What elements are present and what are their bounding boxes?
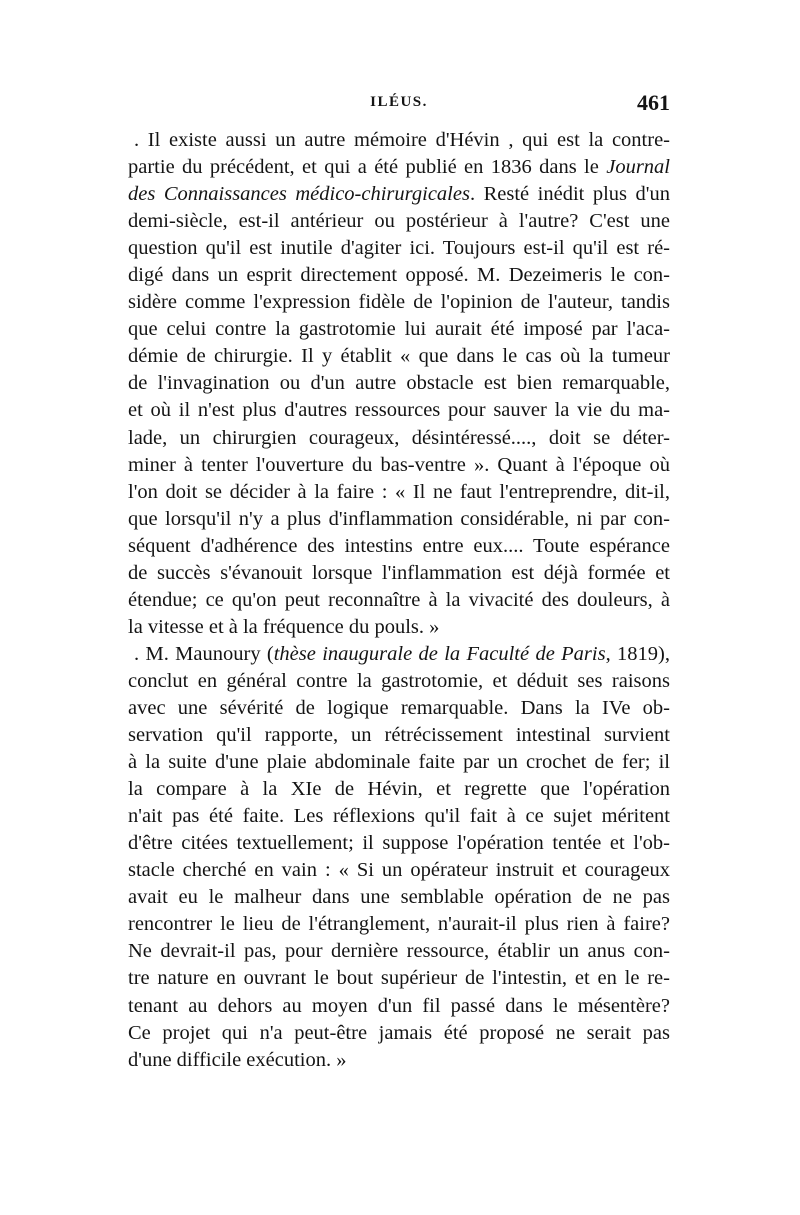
text-line xyxy=(128,938,670,965)
text-segment: l'on doit se décider à la faire : « Il ne faut l'entreprendre, dit-il, xyxy=(128,480,670,503)
text-line xyxy=(128,370,670,397)
text-segment: la vitesse et à la fréquence du pouls. » xyxy=(128,615,440,638)
text-segment: d'être citées textuellement; il suppose l'opération tentée et l'ob- xyxy=(128,832,670,855)
text-line xyxy=(128,884,670,911)
text-segment: d'une difficile exécution. » xyxy=(128,1048,347,1071)
text-segment: demi-siècle, est-il antérieur ou postérieur à l'autre? C'est une xyxy=(128,210,670,233)
text-segment: . Il existe aussi un autre mémoire d'Hévin , qui est la contre- xyxy=(134,129,670,151)
text-line xyxy=(128,993,670,1020)
text-segment: digé dans un esprit directement opposé. M. Dezeimeris le con- xyxy=(128,264,670,287)
text-line xyxy=(128,695,670,722)
body-text xyxy=(128,127,670,1074)
text-segment: question qu'il est inutile d'agiter ici. Toujours est-il qu'il est ré- xyxy=(128,237,670,260)
text-segment: étendue; ce qu'on peut reconnaître à la vivacité des douleurs, à xyxy=(128,588,670,611)
text-segment: Ce projet qui n'a peut-être jamais été proposé ne serait pas xyxy=(128,1021,670,1044)
text-line xyxy=(128,965,670,992)
text-line xyxy=(128,776,670,803)
text-line xyxy=(128,289,670,316)
italic-text: Journal xyxy=(606,156,670,179)
text-line xyxy=(128,803,670,830)
running-title: ILÉUS. xyxy=(370,94,428,110)
text-line xyxy=(128,235,670,262)
text-segment: démie de chirurgie. Il y établit « que dans le cas où la tumeur xyxy=(128,345,670,368)
text-segment: à la suite d'une plaie abdominale faite par un crochet de fer; il xyxy=(128,751,670,774)
text-line xyxy=(128,533,670,560)
text-segment: tenant au dehors au moyen d'un fil passé dans le mésentère? xyxy=(128,994,670,1017)
text-segment: tre nature en ouvrant le bout supérieur de l'intestin, et en le re- xyxy=(128,967,670,990)
text-line xyxy=(128,479,670,506)
text-segment: que celui contre la gastrotomie lui aurait été imposé par l'aca- xyxy=(128,318,670,341)
text-line xyxy=(128,316,670,343)
text-segment: . Resté inédit plus d'un xyxy=(469,183,670,206)
text-segment: séquent d'adhérence des intestins entre eux.... Toute espérance xyxy=(128,534,670,557)
text-line xyxy=(128,1020,670,1047)
text-segment: , 1819), xyxy=(605,642,670,665)
text-line xyxy=(128,857,670,884)
text-segment: et où il n'est plus d'autres ressources pour sauver la vie du ma- xyxy=(128,399,670,422)
text-segment: rencontrer le lieu de l'étranglement, n'aurait-il plus rien à faire? xyxy=(128,913,670,936)
text-segment: partie du précédent, et qui a été publié en 1836 dans le xyxy=(128,156,607,179)
text-line xyxy=(128,506,670,533)
paragraph xyxy=(128,641,670,1074)
text-line xyxy=(128,911,670,938)
text-segment: Ne devrait-il pas, pour dernière ressource, établir un anus con- xyxy=(128,940,670,963)
text-segment: stacle cherché en vain : « Si un opérateur instruit et courageux xyxy=(128,859,670,882)
text-segment: de succès s'évanouit lorsque l'inflammation est déjà formée et xyxy=(128,561,670,584)
text-line xyxy=(128,722,670,749)
text-line xyxy=(128,1047,670,1074)
text-line xyxy=(128,641,670,668)
text-line xyxy=(128,668,670,695)
text-segment: de l'invagination ou d'un autre obstacle est bien remarquable, xyxy=(128,372,670,395)
text-segment: sidère comme l'expression fidèle de l'opinion de l'auteur, tandis xyxy=(128,291,670,314)
text-line xyxy=(128,749,670,776)
page-number: 461 xyxy=(637,90,670,115)
text-segment: . M. Maunoury ( xyxy=(134,642,274,665)
text-segment: n'ait pas été faite. Les réflexions qu'il fait à ce sujet méritent xyxy=(128,805,670,828)
text-line xyxy=(128,425,670,452)
text-segment: avait eu le malheur dans une semblable opération de ne pas xyxy=(128,886,670,909)
text-line xyxy=(128,614,670,641)
text-line xyxy=(128,181,670,208)
text-segment: lade, un chirurgien courageux, désintéressé...., doit se déter- xyxy=(128,426,670,449)
text-segment: miner à tenter l'ouverture du bas-ventre ». Quant à l'époque où xyxy=(128,453,670,476)
text-line xyxy=(128,560,670,587)
text-line xyxy=(128,127,670,154)
text-segment: la compare à la XIe de Hévin, et regrette que l'opération xyxy=(128,778,670,801)
italic-text: thèse inaugurale de la Faculté de Paris xyxy=(273,642,606,665)
running-head xyxy=(128,90,670,118)
italic-text: des Connaissances médico-chirurgicales xyxy=(128,183,470,206)
text-segment: que lorsqu'il n'y a plus d'inflammation considérable, ni par con- xyxy=(128,507,670,530)
text-line xyxy=(128,397,670,424)
text-segment: avec une sévérité de logique remarquable. Dans la IVe ob- xyxy=(128,696,670,719)
text-line xyxy=(128,587,670,614)
text-line xyxy=(128,154,670,181)
text-line xyxy=(128,262,670,289)
paragraph xyxy=(128,127,670,641)
text-segment: conclut en général contre la gastrotomie, et déduit ses raisons xyxy=(128,669,670,692)
text-line xyxy=(128,343,670,370)
text-line xyxy=(128,452,670,479)
text-segment: servation qu'il rapporte, un rétrécissement intestinal survient xyxy=(128,724,670,747)
text-line xyxy=(128,208,670,235)
text-line xyxy=(128,830,670,857)
